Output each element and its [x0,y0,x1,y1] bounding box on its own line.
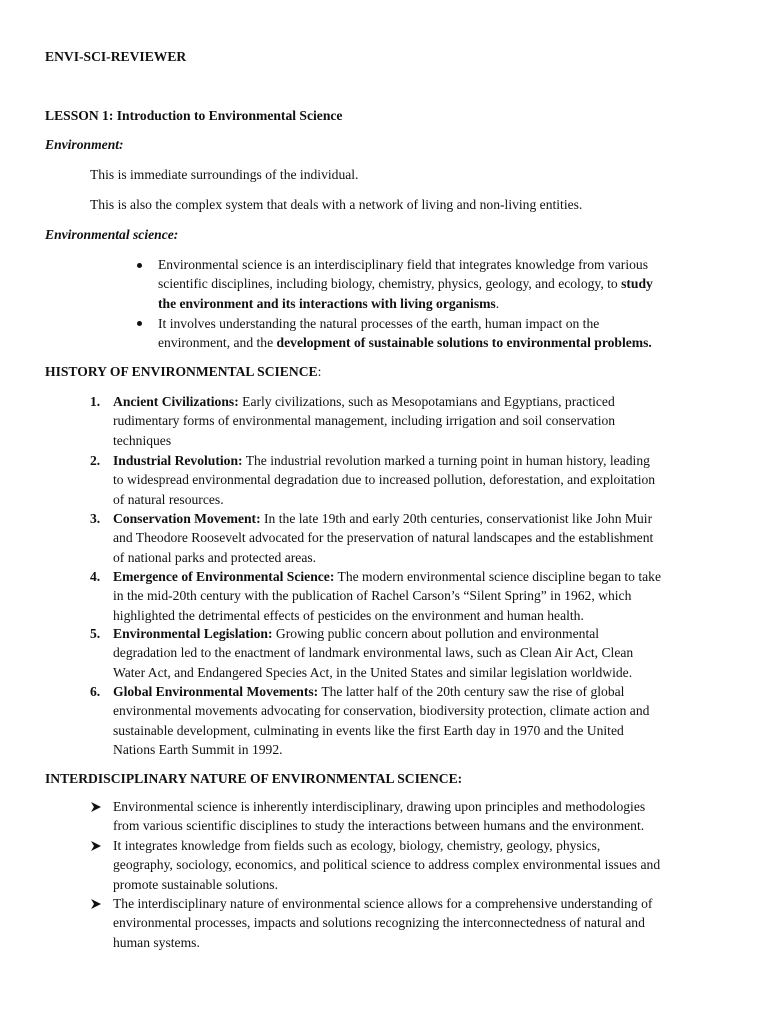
interdisciplinary-item [113,797,645,836]
text-line: Water Act, and Endangered Species Act, in the United States and similar legislation worldwide. [113,664,633,680]
history-item [113,451,655,509]
text-line: It integrates knowledge from fields such as ecology, biology, chemistry, geology, physics, [113,838,601,853]
env-science-heading: Environmental science: [45,227,179,242]
environment-definition-2: This is also the complex system that deals with a network of living and non-living entities. [90,197,583,212]
text-line: environmental processes, impacts and solutions recognizing the interconnectedness of natural and [113,915,645,931]
history-item [113,509,653,567]
text-run: The modern environmental science discipline began to take [334,569,662,584]
text-line [158,274,653,293]
environment-heading: Environment: [45,137,124,152]
list-number: 5. [90,626,101,641]
term: Global Environmental Movements: [113,684,319,699]
text-line: and Theodore Roosevelt advocated for the preservation of natural landscapes and the establishment [113,530,654,546]
history-item [113,392,615,450]
arrow-bullet-icon [89,897,103,911]
history-item [113,624,633,682]
text-line: to widespread environmental degradation due to increased pollution, deforestation, and exploitation [113,472,656,488]
text-line: environmental movements advocating for conservation, biodiversity protection, climate action and [113,703,650,719]
history-item [113,567,661,625]
text-run: scientific disciplines, including biology, chemistry, physics, geology, and ecology, to [158,276,622,292]
term: Environmental Legislation: [113,626,273,641]
environment-definition-1: This is immediate surroundings of the individual. [90,167,359,182]
interdisciplinary-item [113,836,660,894]
interdisciplinary-item [113,894,652,952]
text-line: highlighted the detrimental effects of pesticides on the environment and human health. [113,607,584,623]
text-run: The latter half of the 20th century saw the rise of global [318,684,625,699]
heading-colon: : [317,364,322,379]
history-item [113,682,649,760]
heading-text: HISTORY OF ENVIRONMENTAL SCIENCE [45,364,318,379]
env-science-bullet-2 [158,314,652,353]
text-line: It involves understanding the natural processes of the earth, human impact on the [158,316,600,331]
text-line: human systems. [113,934,200,950]
text-line: Environmental science is inherently interdisciplinary, drawing upon principles and methodologies [113,799,646,814]
list-number: 3. [90,511,101,526]
bullet-dot-icon [137,263,142,268]
text-line [113,509,653,528]
arrow-bullet-icon [89,800,103,814]
term: Conservation Movement: [113,511,261,526]
text-line [113,451,655,470]
term: Industrial Revolution: [113,453,243,468]
list-number: 6. [90,684,101,699]
list-number: 1. [90,394,101,409]
history-heading [45,362,321,381]
text-line [113,567,661,586]
text-line: geography, sociology, economics, and political science to address complex environmental issues and [113,857,661,873]
text-line [113,624,633,643]
text-line: techniques [113,432,172,448]
emphasis: development of sustainable solutions to environmental problems. [276,335,652,351]
text-run: environment, and the [158,335,277,351]
text-line: degradation led to the enactment of landmark environmental laws, such as Clean Air Act, Clean [113,645,634,661]
text-line: rudimentary forms of environmental management, including irrigation and soil conservation [113,413,616,429]
text-line: from various scientific disciplines to study the interactions between humans and the environment. [113,818,645,834]
emphasis: the environment and its interactions with living organisms [158,295,496,311]
text-line: of national parks and protected areas. [113,549,317,565]
text-line [158,333,652,352]
text-run: Growing public concern about pollution and environmental [272,626,600,641]
text-run: . [495,295,500,311]
text-line [113,682,649,701]
term: Ancient Civilizations: [113,394,239,409]
lesson-title: LESSON 1: Introduction to Environmental Science [45,108,343,123]
arrow-bullet-icon [89,839,103,853]
text-line: of natural resources. [113,491,224,507]
text-line: Environmental science is an interdisciplinary field that integrates knowledge from various [158,257,648,272]
text-line [113,392,615,411]
text-run: In the late 19th and early 20th centuries, conservationist like John Muir [260,511,653,526]
list-number: 2. [90,453,101,468]
text-line: Nations Earth Summit in 1992. [113,742,283,758]
emphasis: study [621,276,653,292]
list-number: 4. [90,569,101,584]
bullet-dot-icon [137,321,142,326]
text-run: Early civilizations, such as Mesopotamians and Egyptians, practiced [238,394,615,409]
text-line: sustainable development, culminating in events like the first Earth day in 1970 and the United [113,722,624,738]
text-line [158,294,653,313]
text-line: promote sustainable solutions. [113,876,278,892]
text-run: The industrial revolution marked a turning point in human history, leading [242,453,650,468]
env-science-bullet-1 [158,255,653,313]
text-line: in the mid-20th century with the publication of Rachel Carson’s “Silent Spring” in 1962, which [113,588,632,604]
text-line: The interdisciplinary nature of environmental science allows for a comprehensive understanding of [113,896,653,911]
document-title: ENVI-SCI-REVIEWER [45,49,187,64]
term: Emergence of Environmental Science: [113,569,335,584]
interdisciplinary-heading: INTERDISCIPLINARY NATURE OF ENVIRONMENTAL SCIENCE: [45,771,463,786]
